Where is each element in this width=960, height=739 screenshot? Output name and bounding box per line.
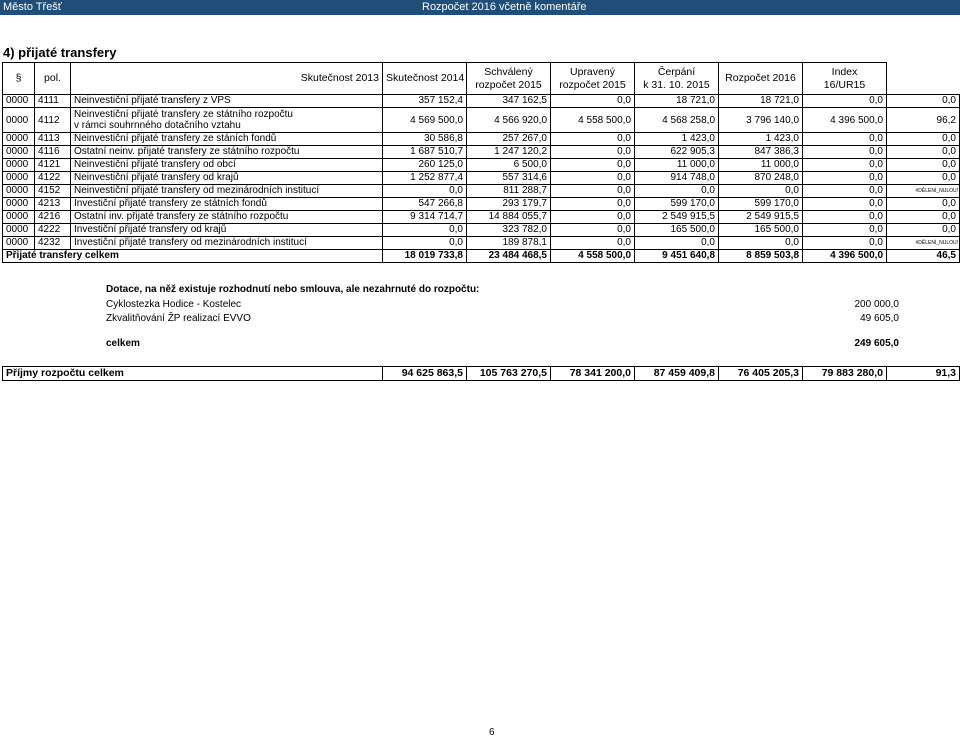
table-total-row (3, 250, 960, 263)
col-header-item: pol. (35, 63, 71, 95)
cell-sk2014: 4 566 920,0 (467, 108, 551, 133)
page-number: 6 (489, 727, 495, 738)
cell-sk2014: 1 247 120,2 (467, 146, 551, 159)
cell-sk2014: 347 162,5 (467, 95, 551, 108)
cell-item: 4232 (35, 237, 71, 250)
cell-drawing: 11 000,0 (719, 159, 803, 172)
cell-adjusted: 2 549 915,5 (635, 211, 719, 224)
cell-approved: 0,0 (551, 159, 635, 172)
cell-approved: 0,0 (551, 185, 635, 198)
table-row (3, 198, 960, 211)
cell-item: 4152 (35, 185, 71, 198)
cell-drawing: 599 170,0 (719, 198, 803, 211)
col-header-index: Index 16/UR15 (803, 63, 887, 95)
cell-adjusted: 11 000,0 (635, 159, 719, 172)
grand-total-table (2, 366, 960, 381)
cell-index: 0,0 (887, 198, 960, 211)
transfers-table (2, 62, 960, 263)
cell-sk2014: 189 878,1 (467, 237, 551, 250)
cell-name: Investiční přijaté transfery od mezinárodních institucí (71, 237, 383, 250)
cell-name-line: v rámci souhrnného dotačního vztahu (74, 120, 241, 131)
grand-total-adjusted: 87 459 409,8 (635, 367, 719, 381)
cell-approved: 0,0 (551, 237, 635, 250)
col-header-adjusted: Upravený rozpočet 2015 (551, 63, 635, 95)
cell-paragraph: 0000 (3, 211, 35, 224)
grand-total-budget2016: 79 883 280,0 (803, 367, 887, 381)
cell-name: Investiční přijaté transfery ze státních fondů (71, 198, 383, 211)
cell-sk2013: 0,0 (383, 237, 467, 250)
cell-budget2016: 0,0 (803, 146, 887, 159)
cell-item: 4213 (35, 198, 71, 211)
cell-adjusted: 4 568 258,0 (635, 108, 719, 133)
table-row (3, 146, 960, 159)
cell-sk2013: 30 586,8 (383, 133, 467, 146)
total-approved: 4 558 500,0 (551, 250, 635, 263)
cell-paragraph: 0000 (3, 224, 35, 237)
cell-index: #DĚLENÍ_NULOU! (887, 185, 960, 198)
cell-sk2013: 547 266,8 (383, 198, 467, 211)
grand-total-label: Příjmy rozpočtu celkem (3, 367, 383, 381)
table-row (3, 237, 960, 250)
cell-approved: 0,0 (551, 146, 635, 159)
cell-name: Neinvestiční přijaté transfery z VPS (71, 95, 383, 108)
cell-index: 0,0 (887, 224, 960, 237)
cell-adjusted: 0,0 (635, 237, 719, 250)
cell-paragraph: 0000 (3, 108, 35, 133)
total-budget2016: 4 396 500,0 (803, 250, 887, 263)
notes-item-amount: 49 605,0 (860, 313, 899, 324)
cell-sk2013: 4 569 500,0 (383, 108, 467, 133)
table-row (3, 108, 960, 133)
cell-paragraph: 0000 (3, 146, 35, 159)
grand-total-row (3, 367, 960, 381)
cell-sk2014: 323 782,0 (467, 224, 551, 237)
cell-sk2013: 0,0 (383, 185, 467, 198)
cell-adjusted: 622 905,3 (635, 146, 719, 159)
cell-sk2013: 357 152,4 (383, 95, 467, 108)
notes-total-label: celkem (106, 338, 140, 349)
col-header-budget2016: Rozpočet 2016 (719, 63, 803, 95)
cell-name (71, 108, 383, 133)
cell-paragraph: 0000 (3, 133, 35, 146)
cell-index: 0,0 (887, 146, 960, 159)
cell-sk2013: 0,0 (383, 224, 467, 237)
table-row (3, 172, 960, 185)
cell-sk2013: 1 252 877,4 (383, 172, 467, 185)
table-row (3, 224, 960, 237)
grand-total-drawing: 76 405 205,3 (719, 367, 803, 381)
cell-approved: 0,0 (551, 172, 635, 185)
col-header-drawing: Čerpání k 31. 10. 2015 (635, 63, 719, 95)
table-row (3, 185, 960, 198)
cell-name: Neinvestiční přijaté transfery od obcí (71, 159, 383, 172)
cell-budget2016: 0,0 (803, 95, 887, 108)
grand-total-sk2013: 94 625 863,5 (383, 367, 467, 381)
cell-sk2014: 811 288,7 (467, 185, 551, 198)
cell-paragraph: 0000 (3, 172, 35, 185)
cell-budget2016: 0,0 (803, 211, 887, 224)
total-drawing: 8 859 503,8 (719, 250, 803, 263)
cell-sk2013: 9 314 714,7 (383, 211, 467, 224)
col-header-approved: Schválený rozpočet 2015 (467, 63, 551, 95)
cell-drawing: 165 500,0 (719, 224, 803, 237)
cell-sk2014: 257 267,0 (467, 133, 551, 146)
cell-item: 4116 (35, 146, 71, 159)
notes-item-label: Zkvalitňování ŽP realizací EVVO (106, 313, 251, 324)
cell-sk2014: 557 314,6 (467, 172, 551, 185)
header-city: Město Třešť (3, 1, 62, 13)
cell-drawing: 0,0 (719, 185, 803, 198)
col-header-paragraph: § (3, 63, 35, 95)
cell-budget2016: 0,0 (803, 133, 887, 146)
cell-item: 4122 (35, 172, 71, 185)
notes-total-amount: 249 605,0 (854, 338, 899, 349)
cell-budget2016: 0,0 (803, 237, 887, 250)
cell-paragraph: 0000 (3, 95, 35, 108)
cell-approved: 4 558 500,0 (551, 108, 635, 133)
cell-item: 4113 (35, 133, 71, 146)
cell-index: #DĚLENÍ_NULOU! (887, 237, 960, 250)
total-sk2013: 18 019 733,8 (383, 250, 467, 263)
cell-paragraph: 0000 (3, 159, 35, 172)
cell-paragraph: 0000 (3, 237, 35, 250)
cell-budget2016: 0,0 (803, 159, 887, 172)
cell-paragraph: 0000 (3, 185, 35, 198)
cell-drawing: 847 386,3 (719, 146, 803, 159)
cell-index: 0,0 (887, 211, 960, 224)
table-row (3, 95, 960, 108)
cell-sk2014: 14 884 055,7 (467, 211, 551, 224)
header-document-title: Rozpočet 2016 včetně komentáře (422, 1, 587, 13)
col-header-sk2013: Skutečnost 2013 (71, 63, 383, 95)
grand-total-sk2014: 105 763 270,5 (467, 367, 551, 381)
grand-total-approved: 78 341 200,0 (551, 367, 635, 381)
cell-item: 4222 (35, 224, 71, 237)
cell-item: 4216 (35, 211, 71, 224)
table-row (3, 211, 960, 224)
cell-index: 0,0 (887, 133, 960, 146)
cell-drawing: 0,0 (719, 237, 803, 250)
cell-budget2016: 4 396 500,0 (803, 108, 887, 133)
cell-adjusted: 1 423,0 (635, 133, 719, 146)
grand-total-index: 91,3 (887, 367, 960, 381)
cell-name: Neinvestiční přijaté transfery od mezinárodních institucí (71, 185, 383, 198)
cell-item: 4111 (35, 95, 71, 108)
cell-drawing: 2 549 915,5 (719, 211, 803, 224)
cell-budget2016: 0,0 (803, 185, 887, 198)
cell-adjusted: 165 500,0 (635, 224, 719, 237)
cell-name-line: Neinvestiční přijaté transfery ze státního rozpočtu (74, 109, 293, 120)
cell-budget2016: 0,0 (803, 172, 887, 185)
total-adjusted: 9 451 640,8 (635, 250, 719, 263)
cell-name: Investiční přijaté transfery od krajů (71, 224, 383, 237)
cell-budget2016: 0,0 (803, 224, 887, 237)
cell-adjusted: 914 748,0 (635, 172, 719, 185)
col-header-sk2014: Skutečnost 2014 (383, 63, 467, 95)
cell-name: Neinvestiční přijaté transfery od krajů (71, 172, 383, 185)
cell-name: Neinvestiční přijaté transfery ze stáních fondů (71, 133, 383, 146)
cell-sk2013: 260 125,0 (383, 159, 467, 172)
cell-drawing: 3 796 140,0 (719, 108, 803, 133)
cell-item: 4112 (35, 108, 71, 133)
cell-sk2014: 293 179,7 (467, 198, 551, 211)
cell-drawing: 870 248,0 (719, 172, 803, 185)
cell-index: 0,0 (887, 159, 960, 172)
notes-item-amount: 200 000,0 (854, 299, 899, 310)
cell-approved: 0,0 (551, 211, 635, 224)
cell-item: 4121 (35, 159, 71, 172)
cell-index: 0,0 (887, 95, 960, 108)
cell-adjusted: 0,0 (635, 185, 719, 198)
cell-drawing: 1 423,0 (719, 133, 803, 146)
cell-approved: 0,0 (551, 95, 635, 108)
cell-approved: 0,0 (551, 224, 635, 237)
cell-budget2016: 0,0 (803, 198, 887, 211)
total-label: Přijaté transfery celkem (3, 250, 383, 263)
cell-index: 96,2 (887, 108, 960, 133)
table-header-row (3, 63, 960, 95)
cell-approved: 0,0 (551, 198, 635, 211)
table-row (3, 133, 960, 146)
notes-heading: Dotace, na něž existuje rozhodnutí nebo smlouva, ale nezahrnuté do rozpočtu: (106, 284, 480, 295)
table-row (3, 159, 960, 172)
section-title: 4) přijaté transfery (3, 45, 117, 60)
cell-name: Ostatní neinv. přijaté transfery ze státního rozpočtu (71, 146, 383, 159)
cell-name: Ostatní inv. přijaté transfery ze státního rozpočtu (71, 211, 383, 224)
cell-approved: 0,0 (551, 133, 635, 146)
cell-sk2014: 6 500,0 (467, 159, 551, 172)
cell-paragraph: 0000 (3, 198, 35, 211)
cell-index: 0,0 (887, 172, 960, 185)
cell-drawing: 18 721,0 (719, 95, 803, 108)
cell-adjusted: 18 721,0 (635, 95, 719, 108)
cell-sk2013: 1 687 510,7 (383, 146, 467, 159)
total-sk2014: 23 484 468,5 (467, 250, 551, 263)
notes-item-label: Cyklostezka Hodice - Kostelec (106, 299, 242, 310)
total-index: 46,5 (887, 250, 960, 263)
document-header (0, 0, 960, 15)
cell-adjusted: 599 170,0 (635, 198, 719, 211)
